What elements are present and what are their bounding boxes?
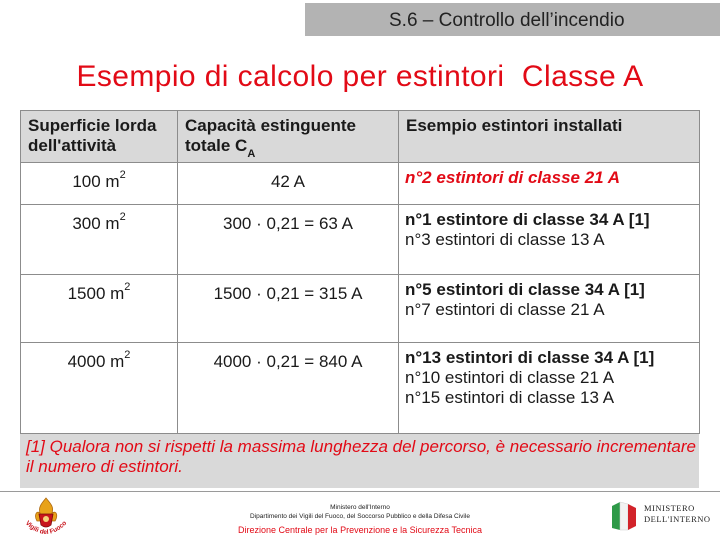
examples-cell xyxy=(399,205,700,275)
area-cell xyxy=(21,343,178,434)
examples-cell xyxy=(399,343,700,434)
area-exponent: 2 xyxy=(119,211,126,224)
slide-title: Esempio di calcolo per estintori Classe A xyxy=(76,60,644,93)
footer-divider xyxy=(0,491,720,492)
area-cell xyxy=(21,205,178,275)
area-value: 1500 m xyxy=(67,284,125,304)
table-row xyxy=(21,343,700,434)
table-row xyxy=(21,275,700,343)
example-line: n°7 estintori di classe 21 A xyxy=(405,300,605,320)
area-exponent: 2 xyxy=(119,169,126,182)
example-line: n°1 estintore di classe 34 A [1] xyxy=(405,210,650,230)
capacity-cell: 4000 · 0,21 = 840 A xyxy=(178,343,399,434)
area-value: 300 m xyxy=(72,214,120,234)
area-cell xyxy=(21,275,178,343)
header-examples: Esempio estintori installati xyxy=(399,111,700,163)
italian-flag-emblem-icon xyxy=(608,500,640,532)
header-capacity-subscript: A xyxy=(247,148,256,161)
capacity-cell: 42 A xyxy=(178,163,399,205)
header-capacity xyxy=(178,111,399,163)
ministero-line2: DELL'INTERNO xyxy=(644,514,711,524)
footer-ministry: Ministero dell'Interno xyxy=(330,504,390,511)
fire-brigade-emblem-icon xyxy=(18,494,74,538)
example-line: n°2 estintori di classe 21 A xyxy=(405,168,620,188)
table-footnote: [1] Qualora non si rispetti la massima lunghezza del percorso, è necessario incrementare il numero di estintori. xyxy=(26,437,696,476)
vigili-del-fuoco-logo xyxy=(18,494,74,538)
table-row xyxy=(21,163,700,205)
example-line: n°5 estintori di classe 34 A [1] xyxy=(405,280,645,300)
ministero-logo-text xyxy=(644,503,711,525)
section-header xyxy=(305,3,720,36)
ministero-interno-logo xyxy=(608,500,714,532)
area-value: 100 m xyxy=(72,172,120,192)
footer-text xyxy=(180,503,540,536)
ministero-line1: MINISTERO xyxy=(644,503,695,513)
header-area: Superficie lorda dell'attività xyxy=(21,111,178,163)
area-exponent: 2 xyxy=(124,281,131,294)
table-row xyxy=(21,205,700,275)
example-line: n°10 estintori di classe 21 A xyxy=(405,368,615,388)
example-line: n°15 estintori di classe 13 A xyxy=(405,388,615,408)
area-value: 4000 m xyxy=(67,352,125,372)
example-line: n°3 estintori di classe 13 A xyxy=(405,230,605,250)
capacity-cell: 1500 · 0,21 = 315 A xyxy=(178,275,399,343)
extinguisher-table-panel xyxy=(20,110,699,488)
logo-left-text: Vigili del Fuoco xyxy=(23,519,69,537)
area-exponent: 2 xyxy=(124,349,131,362)
examples-cell xyxy=(399,275,700,343)
footer-direction: Direzione Centrale per la Prevenzione e la Sicurezza Tecnica xyxy=(238,525,482,535)
capacity-cell: 300 · 0,21 = 63 A xyxy=(178,205,399,275)
table-header-row xyxy=(21,111,700,163)
extinguisher-table xyxy=(20,110,700,434)
header-capacity-text: Capacità estinguente totale C xyxy=(185,116,356,155)
area-cell xyxy=(21,163,178,205)
examples-cell xyxy=(399,163,700,205)
example-line: n°13 estintori di classe 34 A [1] xyxy=(405,348,655,368)
footer-department: Dipartimento dei Vigili del Fuoco, del Soccorso Pubblico e della Difesa Civile xyxy=(250,513,470,520)
section-header-title: S.6 – Controllo dell’incendio xyxy=(389,10,625,31)
